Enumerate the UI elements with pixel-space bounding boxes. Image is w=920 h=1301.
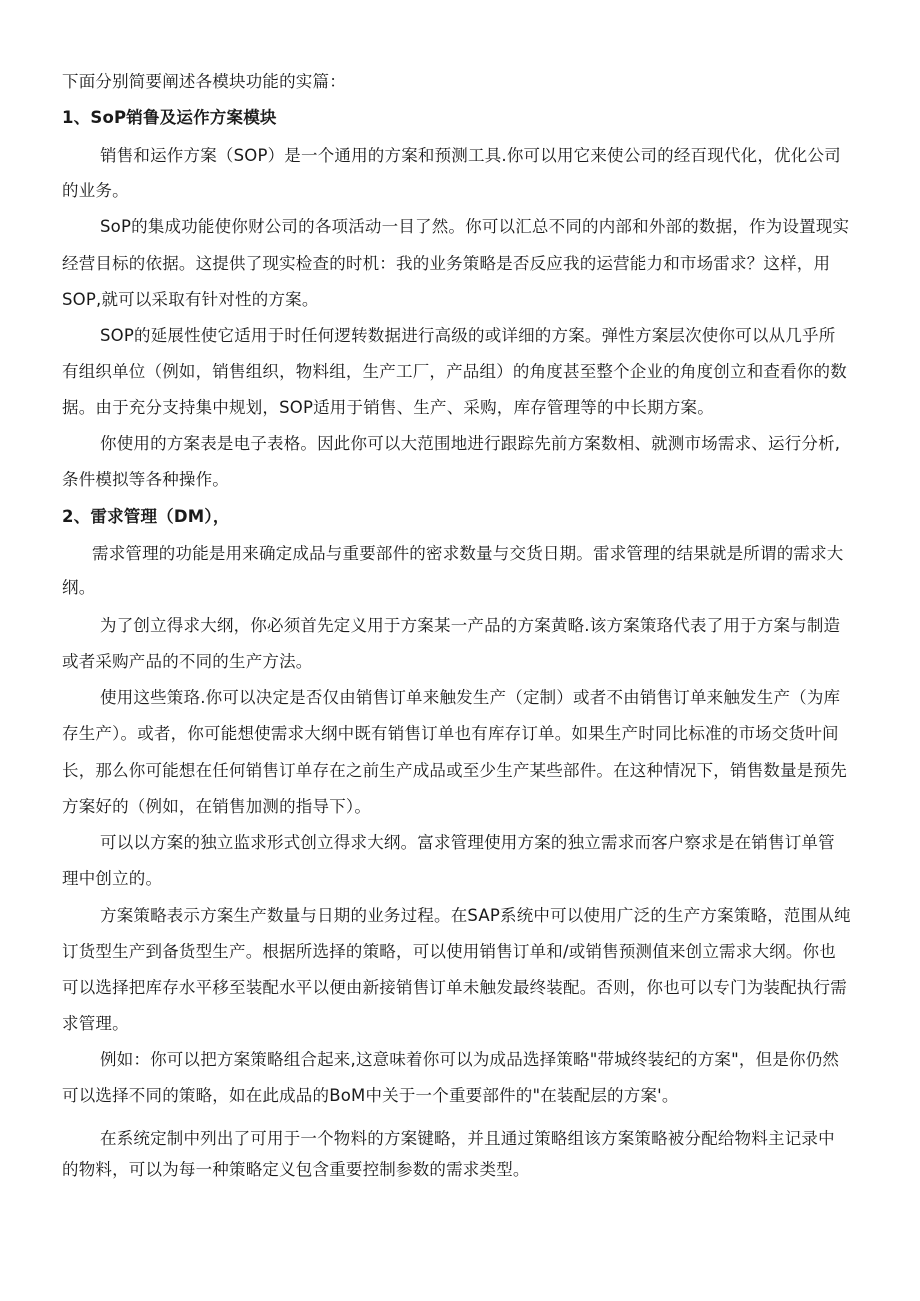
s2-p1-line2: 纲。 (62, 578, 96, 597)
s2-p3-line2: 存生产）。或者，你可能想使需求大纲中既有销售订单也有库存订单。如果生产时同比标准的市场交货叶间 (62, 724, 839, 743)
s2-p5-line3: 可以选择把库存水平移至装配水平以便由新接销售订单未触发最终装配。否则，你也可以专门为装配执行需 (62, 978, 847, 997)
s1-p2-line2: 经营目标的依据。这提供了现实检查的时机：我的业务策略是否反应我的运营能力和市场雷求？这样，用 (62, 254, 831, 273)
s1-p4-line1: 你使用的方案表是电子表格。因此你可以大范围地进行跟踪先前方案数相、就测市场需求、运行分析, (100, 434, 841, 453)
s2-p5-line4: 求管理。 (62, 1014, 129, 1033)
section1-heading: 1、SoP销鲁及运作方案模块 (62, 108, 277, 127)
s2-p1-line1: 需求管理的功能是用来确定成品与重要部件的密求数量与交货日期。雷求管理的结果就是所谓的需求大 (92, 544, 844, 563)
s1-p3-line3: 据。由于充分支持集中规划，SOP适用于销售、生产、采购，库存管理等的中长期方案。 (62, 398, 714, 417)
s2-p4-line1: 可以以方案的独立监求形式创立得求大纲。富求管理使用方案的独立需求而客户察求是在销售订单管 (100, 833, 835, 852)
s2-p7-line2: 的物料，可以为每一种策略定义包含重要控制参数的需求类型。 (62, 1160, 530, 1179)
s2-p4-line2: 理中创立的。 (62, 869, 163, 888)
s2-p5-line1: 方案策略表示方案生产数量与日期的业务过程。在SAP系统中可以使用广泛的生产方案策略，范围从纯 (100, 906, 851, 925)
s1-p1-line2: 的业务。 (62, 181, 129, 200)
s2-p2-line2: 或者采购产品的不同的生产方法。 (62, 652, 313, 671)
s1-p3-line1: SOP的延展性使它适用于时任何逻转数据进行高级的或详细的方案。弹性方案层次使你可以从几乎所 (100, 326, 836, 345)
s1-p3-line2: 有组织单位（例如，销售组织，物料组，生产工厂，产品组）的角度甚至整个企业的角度创立和查看你的数 (62, 362, 847, 381)
s1-p2-line3: SOP,就可以采取有针对性的方案。 (62, 290, 319, 309)
s1-p2-line1: SoP的集成功能使你财公司的各项活动一目了然。你可以汇总不同的内部和外部的数据，作为设置现实 (100, 217, 850, 236)
s2-p7-line1: 在系统定制中列出了可用于一个物料的方案键略，并且通过策略组该方案策略被分配给物料主记录中 (100, 1129, 835, 1148)
s2-p3-line3: 长，那么你可能想在任何销售订单存在之前生产成品或至少生产某些部件。在这种情况下，销售数量是预先 (62, 761, 847, 780)
intro-line: 下面分别简要阐述各模块功能的实篇： (62, 72, 346, 91)
s1-p1-line1: 销售和运作方案（SOP）是一个通用的方案和预测工具.你可以用它来使公司的经百现代化，优化公司 (100, 146, 841, 165)
s2-p6-line2: 可以选择不同的策略，如在此成品的BoM中关于一个重要部件的"在装配层的方案'。 (62, 1086, 679, 1105)
s2-p6-line1: 例如：你可以把方案策略组合起来,这意味着你可以为成品选择策略"带城终装纪的方案"，但是你仍然 (100, 1050, 840, 1069)
s2-p2-line1: 为了创立得求大纲，你必须首先定义用于方案某一产品的方案黄略.该方案策珞代表了用于方案与制造 (100, 616, 841, 635)
section2-heading: 2、雷求管理（DM）， (62, 507, 230, 526)
s2-p3-line1: 使用这些策珞.你可以决定是否仅由销售订单来触发生产（定制）或者不由销售订单来触发生产（为库 (100, 688, 841, 707)
s2-p3-line4: 方案好的（例如，在销售加测的指导下）。 (62, 797, 372, 816)
s2-p5-line2: 订货型生产到备货型生产。根据所选择的策略，可以使用销售订单和/或销售预测值来创立需求大纲。你也 (62, 942, 836, 961)
s1-p4-line2: 条件模拟等各种操作。 (62, 470, 229, 489)
